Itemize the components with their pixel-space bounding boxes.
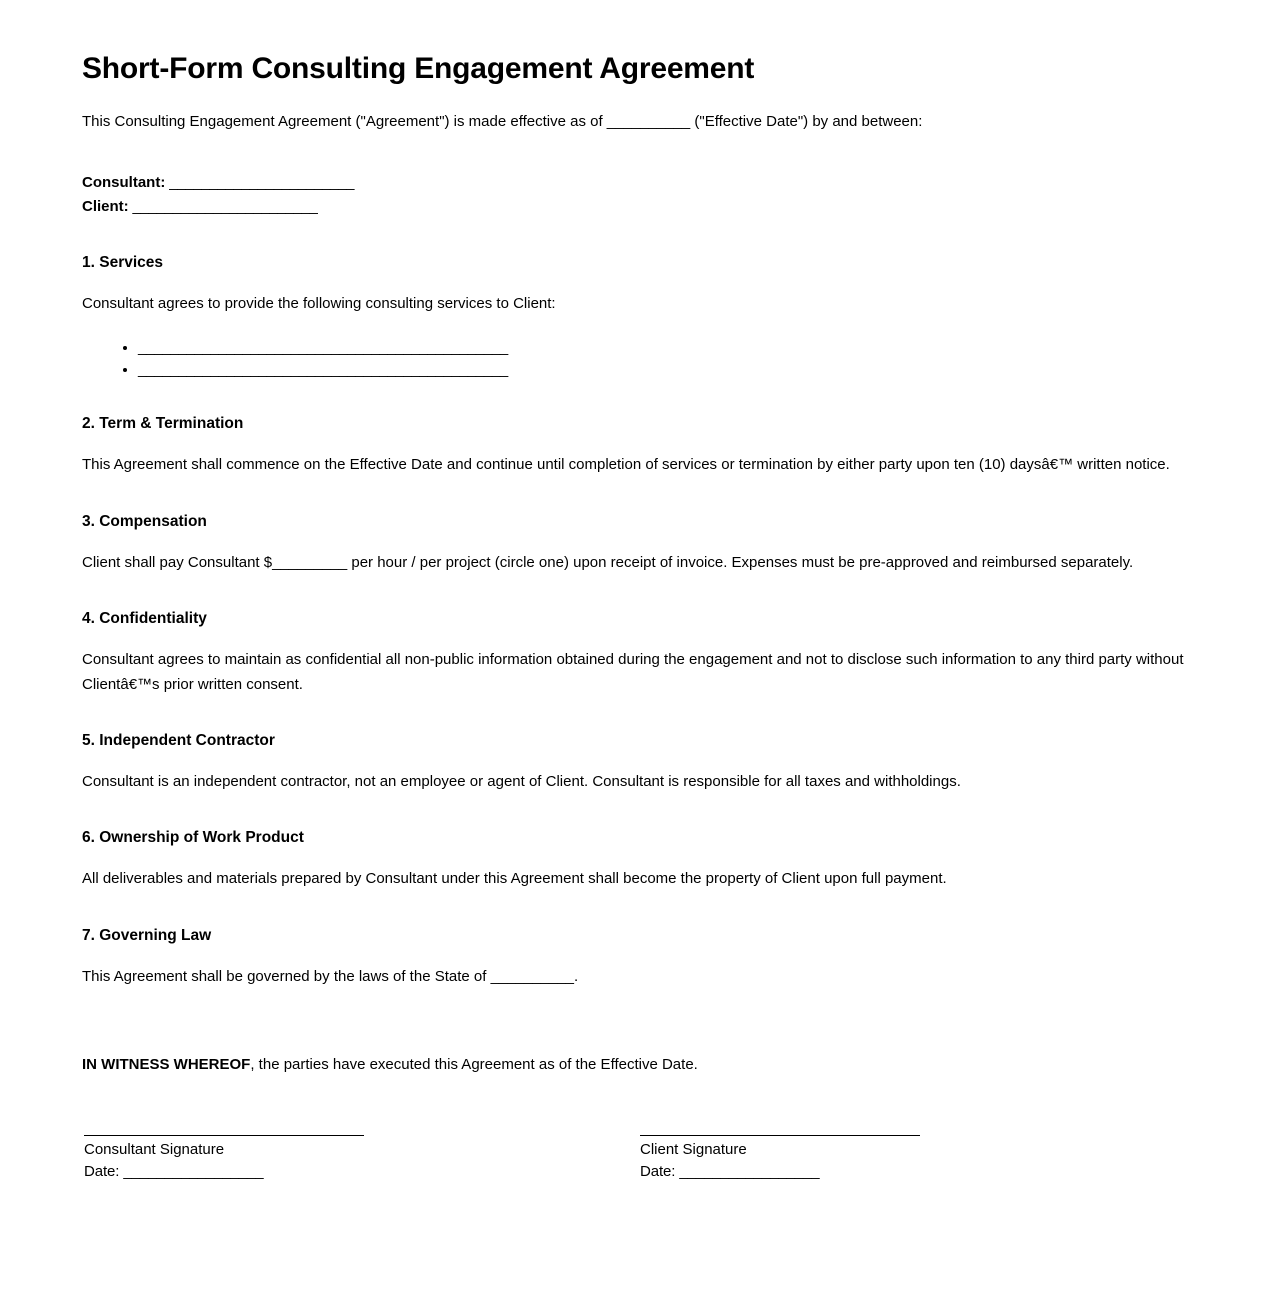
section-body-independent-contractor: Consultant is an independent contractor, not an employee or agent of Client. Consultant is responsible for all taxes and withholdings. (82, 773, 961, 791)
services-list (82, 337, 1194, 381)
consultant-signature-block (84, 1135, 384, 1182)
consultant-signature-line[interactable] (84, 1135, 364, 1136)
section-heading-services: 1. Services (82, 254, 164, 272)
section-body-governing-law: This Agreement shall be governed by the laws of the State of __________. (82, 967, 579, 985)
section-body-term-termination: This Agreement shall commence on the Effective Date and continue until completion of services or termination by either party upon ten (10) daysâ€™ written notice. (82, 456, 1170, 474)
section-heading-compensation: 3. Compensation (82, 512, 207, 530)
section-heading-term-termination: 2. Term & Termination (82, 415, 244, 433)
parties-block (82, 171, 1194, 220)
consultant-signature-caption: Consultant Signature (84, 1141, 225, 1159)
witness-clause-strong: IN WITNESS WHEREOF (82, 1056, 251, 1074)
service-blank-1[interactable]: ______________________________________________ (138, 338, 508, 356)
service-blank-2[interactable]: ______________________________________________ (138, 360, 508, 378)
client-signature-caption: Client Signature (640, 1141, 747, 1159)
section-heading-ownership-work-product: 6. Ownership of Work Product (82, 829, 304, 847)
section-heading-confidentiality: 4. Confidentiality (82, 610, 207, 628)
section-heading-independent-contractor: 5. Independent Contractor (82, 731, 275, 749)
client-signature-line[interactable] (640, 1135, 920, 1136)
consultant-party-row (82, 171, 1194, 195)
section-body-confidentiality: Consultant agrees to maintain as confidential all non-public information obtained during the engagement and not to disclose such information to any third party without Clientâ€™s prior written consent. (82, 651, 1184, 693)
section-body-services: Consultant agrees to provide the following consulting services to Client: (82, 295, 556, 313)
intro-paragraph: This Consulting Engagement Agreement ("Agreement") is made effective as of __________ ("Effective Date") by and between: (82, 112, 923, 130)
signature-area (82, 1135, 1194, 1245)
page-title: Short-Form Consulting Engagement Agreement (82, 52, 755, 85)
client-label: Client: (82, 198, 129, 216)
client-signature-date[interactable]: Date: _________________ (640, 1162, 820, 1180)
client-party-row (82, 195, 1194, 219)
list-item (138, 359, 1194, 381)
client-name-blank[interactable]: _______________________ (128, 198, 318, 216)
witness-clause-rest: , the parties have executed this Agreement as of the Effective Date. (250, 1056, 698, 1074)
section-body-compensation: Client shall pay Consultant $_________ per hour / per project (circle one) upon receipt of invoice. Expenses must be pre-approved and reimbursed separately. (82, 553, 1134, 571)
consultant-label: Consultant: (82, 173, 166, 191)
witness-clause (82, 1053, 1194, 1077)
consultant-name-blank[interactable]: _______________________ (165, 173, 355, 191)
list-item (138, 337, 1194, 359)
section-body-ownership-work-product: All deliverables and materials prepared by Consultant under this Agreement shall become the property of Client upon full payment. (82, 870, 947, 888)
consultant-signature-date[interactable]: Date: _________________ (84, 1162, 264, 1180)
section-heading-governing-law: 7. Governing Law (82, 926, 212, 944)
client-signature-block (640, 1135, 940, 1182)
